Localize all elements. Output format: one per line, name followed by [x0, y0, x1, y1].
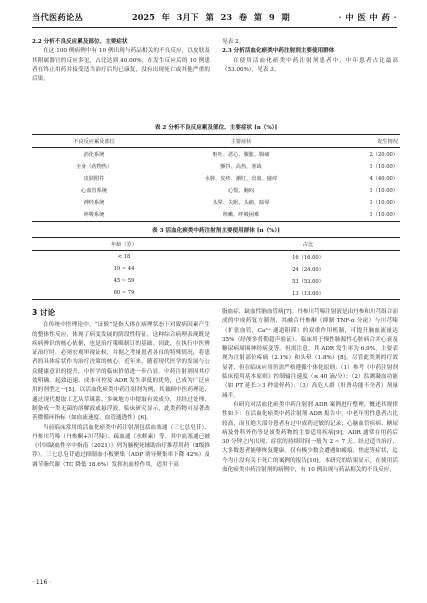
section-heading-discussion: 3 讨论	[32, 308, 56, 317]
table-row	[32, 160, 400, 172]
table-cell: 2（20.00）	[369, 151, 398, 158]
table-row	[32, 275, 400, 287]
right-column-discussion	[222, 308, 398, 475]
issue-info: 2025 年 3月下 第 23 卷 第 9 期	[132, 11, 290, 22]
subsection-heading-2-3: 2.3 分析活血化瘀类中药注射剂主要使用群体	[222, 48, 335, 55]
table-cell: 19 ~ 44	[113, 266, 135, 273]
table-cell: 全身（药物热）	[75, 163, 113, 170]
right-column-top	[222, 38, 398, 75]
table-cell: 13（13.00）	[216, 287, 400, 300]
journal-title: 当代医药论丛	[32, 11, 83, 22]
table-cell: < 18	[117, 254, 131, 261]
running-header	[32, 10, 397, 24]
table-cell: 16（16.00）	[292, 254, 324, 261]
paragraph: 脂血症、缺血性脑血管病[7]。丹参川芎嗪注射液是由丹参和川芎组合而成的中成药复方制剂，其融合丹参酮（抑制 TNF-α 分泌）与川芎嗪（扩张血管，Ca²⁺ 通道阻滞）的双重作用机制，可提升脑血流量达 35%（经颅多普勒超声验证）。临床用于慢性肺源性心脏病合并心衰及糖尿病周围神经病变等。但需注意，其 ADR 发生率为 6.9%，主要表现为注射部位疼痛（2.1%）和头晕（1.8%）[8]。尽管此类剂的疗效显著，但在临床应用仍需严格遵循个体化原则：（1）参考《中药注射剂临床使用基本原则》控制输注速度（≤ 40 滴/分）；（2）监测凝血功能（如 PT 延长＞3 秒需停药）；（3）高危人群（肝肾功能不全者）剂量减半。	[222, 309, 398, 399]
paragraph: 当前临床常用的活血化瘀类中药注射剂包括血塞通（三七总皂苷）、丹参川芎嗪（丹参酮+川芎嗪）、疏血通（水蛭素）等。其中血塞通已被《中国缺血性卒中指南（2021）》列为脑梗死辅助治疗推荐用药（Ⅱ级推荐）。三七总皂苷通过抑制血小板聚集（ADP 诱导聚集率下降 42%）及调节脂代谢（TC 降低 18.6%）发挥抗血栓作用，适用于高	[32, 424, 210, 468]
paragraph: 有研究对活血化瘀类中药注射剂 ADR 案例进行整理，概述其规律性如下：在活血化瘀类中药注射剂 ADR 报告中，中老年男性患者占比较高，而且绝大部分患者有过中成药过敏的记录；心脑血管疾病、糖尿病及骨科外伤等是该类药物的主要适用疾病[9]。ADR 通常在用药后 30 分钟之内出现，症状的持续时间一般为 2 ~ 7 天。经过适当治疗，大多数患者能够恢复健康。仅有极少数会遭遇如瘢痕、焦虑等症状，迄今为止没有关于死亡的案例的报告[10]。本研究的结果显示，在使用活血化瘀类中药注射剂的病例中，有 10 例出现与药品相关的不良反应，	[222, 401, 398, 474]
table-cell: 1（10.00）	[369, 187, 398, 194]
table-2-caption: 表 2 分析不良反应累及部位、主要症状 [n（%）]	[154, 125, 278, 131]
table-cell: 头晕、失眠、头痛、眩晕	[212, 199, 270, 206]
table-cell: 60 ~ 79	[32, 287, 216, 300]
column-header: 不良反应累及部位	[32, 135, 156, 148]
table-cell: 呼吸系统	[32, 208, 156, 221]
table-cell: 消化系统	[83, 151, 105, 158]
column-header: 发生情况	[326, 135, 400, 148]
table-header-row	[32, 135, 400, 148]
table-2-grid	[32, 134, 400, 222]
table-cell: 咳嗽、呼吸困难	[156, 208, 326, 221]
table-header-row	[32, 238, 400, 251]
table-row	[32, 287, 400, 300]
table-cell: 颤抖、高热、寒战	[220, 163, 262, 170]
table-2	[32, 123, 400, 222]
table-cell: 神经系统	[83, 199, 105, 206]
table-row	[32, 208, 400, 221]
left-column-discussion	[32, 308, 210, 470]
table-row	[32, 263, 400, 275]
table-3-caption: 表 3 活血化瘀类中药注射剂主要使用群体 [n（%）]	[152, 228, 280, 234]
table-3	[32, 226, 400, 300]
table-row	[32, 251, 400, 264]
paragraph: 在这 100 例病例中有 10 例出现与药品相关的不良反应，以皮肤及其附属器官的反应多见，占比达到 40.00%，在发生反应后的 10 例患者在终止用药并接受适当治疗后均已康复，没有出现死亡或其他严重的后果，	[32, 48, 210, 83]
left-column-top	[32, 38, 210, 84]
table-cell: 53（53.00）	[292, 278, 324, 285]
table-row	[32, 148, 400, 161]
table-cell: 心慌、胸闷	[228, 187, 254, 194]
header-rule	[32, 27, 397, 28]
table-cell: 4（40.00）	[369, 175, 398, 182]
paragraph: 见表 2。	[222, 39, 245, 45]
paragraph: 在使用活血化瘀类中药注射剂患者中，中年患者占比最高（53.00%），见表 3。	[222, 57, 398, 73]
section-label: · 中 医 中 药 ·	[338, 11, 397, 22]
column-header: 占比	[216, 238, 400, 251]
table-cell: 45 ~ 59	[113, 278, 135, 285]
column-header: 主要症状	[156, 135, 326, 148]
table-cell: 1（10.00）	[326, 208, 400, 221]
table-row	[32, 196, 400, 208]
table-row	[32, 172, 400, 184]
table-3-grid	[32, 237, 400, 300]
table-cell: 水肿、皮疹、潮红、出血、瘙痒	[204, 175, 278, 182]
table-cell: 24（24.00）	[292, 266, 324, 273]
table-cell: 心血管系统	[81, 187, 107, 194]
subsection-heading-2-2: 2.2 分析不良反应累及部位、主要症状	[32, 39, 128, 45]
table-cell: 皮肤附件	[83, 175, 105, 182]
column-header: 年龄（岁）	[32, 238, 216, 251]
table-row	[32, 184, 400, 196]
table-cell: 呕吐、恶心、腹胀、腹痛	[212, 151, 270, 158]
paragraph: 在传统中医理论中，“证候”是指人体在病理状态下对致病因素产生的整体性反应，体现了病变发展的阶段性特征。这种综合病理表现既是疾病辨识的核心依据，也是治疗策略制订的基础。因此，在执行中医辨证治疗时，必须宏观审视证候，并据之考量患者各自的特殊情况，将患者的具体症状作为治疗决策的核心。近年来，随着现代医学的发展与公众健康意识的提升，中医学的临床价值进一步凸显。中药注射剂因其疗效明确、起效迅速、成本可控及 ADR 发生率低的优势，已成为广泛应用的剂型之一[5]。以活血化瘀类中药注射剂为例，其兼顾中医药理论、通过现代提取工艺从草珠系、多味地方中提取有效成分，并经过处理、制备成一类无菌的溶解液或悬浮液。临床研究显示，此类药物可显著改善微循环指标（如血流速度、血管通透性）[6]。	[32, 322, 210, 422]
table-cell: 1（10.00）	[369, 199, 398, 206]
page-number: · 116 ·	[32, 579, 52, 586]
table-cell: 1（10.00）	[369, 163, 398, 170]
